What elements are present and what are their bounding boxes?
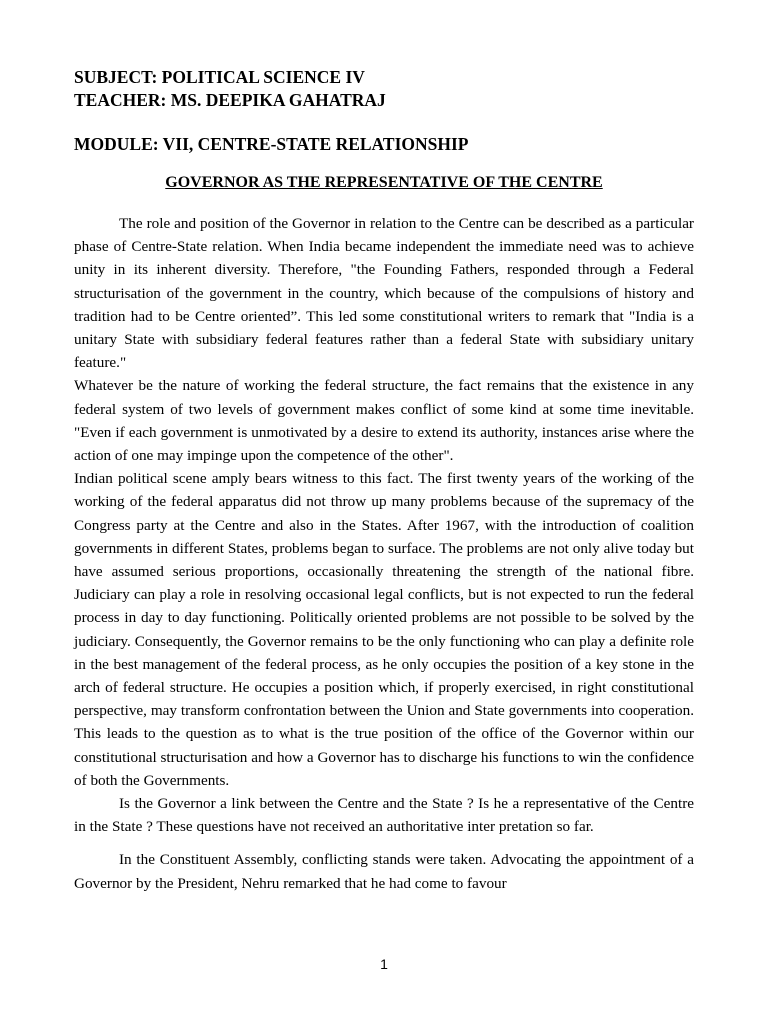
paragraph-3: Indian political scene amply bears witness to this fact. The first twenty years of the working of the working of the federal apparatus did not throw up many problems because of the supremacy of the Congress party at the Centre and also in the States. After 1967, with the introduction of coalition governments in different States, problems began to surface. The problems are not only alive today but have assumed serious proportions, occasionally threatening the strength of the national fibre. Judiciary can play a role in resolving occasional legal conflicts, but is not expected to run the federal process in day to day functioning. Politically oriented problems are not possible to be solved by the judiciary. Consequently, the Governor remains to be the only functioning who can play a definite role in the best management of the federal process, as he only occupies the position of a key stone in the arch of federal structure. He occupies a position which, if properly exercised, in right constitutional perspective, may transform confrontation between the Union and State governments into cooperation. This leads to the question as to what is the true position of the office of the Governor within our constitutional structurisation and how a Governor has to discharge his functions to win the confidence of both the Governments. bbox=[74, 470, 694, 789]
subject-heading: SUBJECT: POLITICAL SCIENCE IV bbox=[74, 67, 365, 87]
document-title: GOVERNOR AS THE REPRESENTATIVE OF THE CENTRE bbox=[165, 174, 603, 191]
paragraph-1: The role and position of the Governor in relation to the Centre can be described as a particular phase of Centre-State relation. When India became independent the immediate need was to achieve unity in its inherent diversity. Therefore, "the Founding Fathers, responded through a Federal structurisation of the government in the country, which because of the compulsions of history and tradition had to be Centre oriented”. This led some constitutional writers to remark that "India is a unitary State with subsidiary federal features rather than a federal State with subsidiary unitary feature." bbox=[74, 215, 694, 372]
document-page bbox=[74, 66, 694, 895]
module-heading: MODULE: VII, CENTRE-STATE RELATIONSHIP bbox=[74, 134, 469, 154]
document-body bbox=[74, 212, 694, 895]
teacher-heading: TEACHER: MS. DEEPIKA GAHATRAJ bbox=[74, 90, 386, 110]
paragraph-4: Is the Governor a link between the Centre and the State ? Is he a representative of the Centre in the State ? These questions have not received an authoritative inter pretation so far. bbox=[74, 795, 694, 836]
page-number: 1 bbox=[380, 956, 388, 972]
paragraph-2: Whatever be the nature of working the federal structure, the fact remains that the existence in any federal system of two levels of government makes conflict of some kind at some time inevitable. "Even if each government is unmotivated by a desire to extend its authority, instances arise where the action of one may impinge upon the competence of the other". bbox=[74, 377, 694, 465]
paragraph-5: In the Constituent Assembly, conflicting stands were taken. Advocating the appointment of a Governor by the President, Nehru remarked that he had come to favour bbox=[74, 851, 694, 892]
